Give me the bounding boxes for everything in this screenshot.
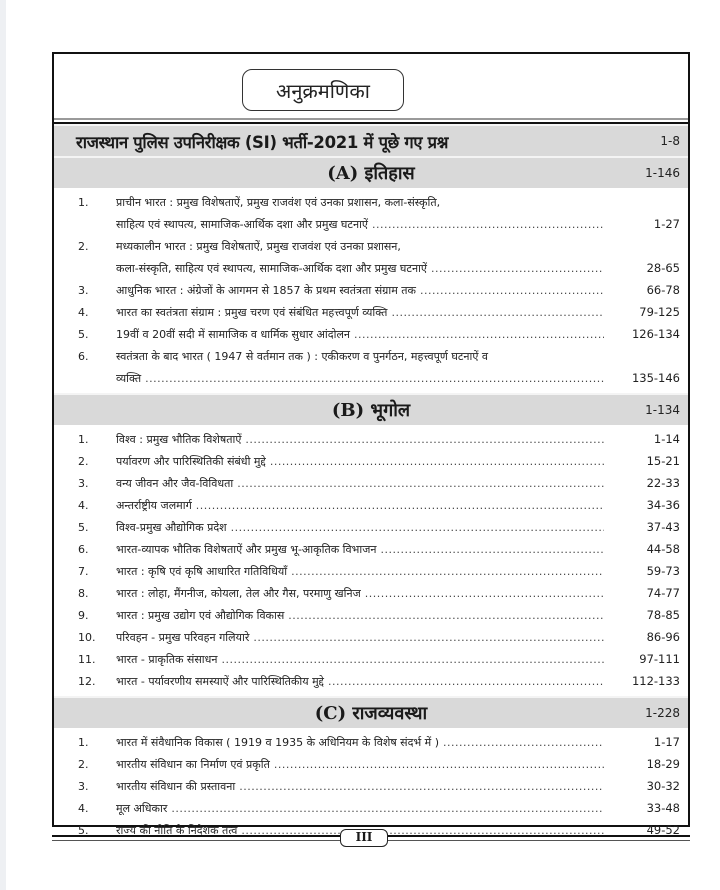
entry-number: 11.: [78, 652, 96, 666]
section-heading-band[interactable]: [54, 393, 688, 425]
index-entry-line: [54, 279, 688, 301]
entry-number: 12.: [78, 674, 96, 688]
entry-number: 10.: [78, 630, 96, 644]
entry-title: प्राचीन भारत : प्रमुख विशेषताऐं, प्रमुख राजवंश एवं उनका प्रशासन, कला-संस्कृति,: [116, 195, 441, 209]
index-entry-line: [54, 367, 688, 389]
entry-number: 1.: [78, 432, 89, 446]
index-entry[interactable]: [54, 753, 688, 775]
entry-page-range: 34-36: [646, 498, 680, 512]
entry-page-range: 112-133: [631, 674, 680, 688]
index-entry[interactable]: [54, 775, 688, 797]
entry-title: भारत में संवैधानिक विकास ( 1919 व 1935 के अधिनियम के विशेष संदर्भ में ) .....: [116, 735, 604, 750]
entry-title: 19वीं व 20वीं सदी में सामाजिक व धार्मिक सुधार आंदोलन .....: [116, 327, 604, 342]
index-entry[interactable]: [54, 428, 688, 450]
entry-number: 7.: [78, 564, 89, 578]
main-heading-band[interactable]: [54, 124, 688, 156]
entry-title: व्यक्ति .....: [116, 371, 604, 386]
index-entry-line: [54, 626, 688, 648]
entry-number: 9.: [78, 608, 89, 622]
entry-number: 4.: [78, 305, 89, 319]
index-entry[interactable]: [54, 472, 688, 494]
index-entry-line: [54, 472, 688, 494]
index-entry[interactable]: [54, 323, 688, 345]
entry-page-range: 28-65: [646, 261, 680, 275]
entry-number: 4.: [78, 801, 89, 815]
entry-page-range: 1-27: [653, 217, 680, 231]
index-entry[interactable]: [54, 345, 688, 389]
entry-page-range: 30-32: [646, 779, 680, 793]
section-item-list: [54, 425, 688, 696]
index-entry[interactable]: [54, 301, 688, 323]
entry-number: 6.: [78, 542, 89, 556]
entry-number: 2.: [78, 239, 89, 253]
index-entry[interactable]: [54, 450, 688, 472]
entry-title: मूल अधिकार .....: [116, 801, 604, 816]
entry-title: भारत-व्यापक भौतिक विशेषताऐं और प्रमुख भू-आकृतिक विभाजन .....: [116, 542, 604, 557]
index-entry[interactable]: [54, 626, 688, 648]
section-heading-label: (A) इतिहास: [327, 163, 415, 184]
index-entry-line: [54, 560, 688, 582]
index-entry[interactable]: [54, 516, 688, 538]
index-entry[interactable]: [54, 279, 688, 301]
entry-page-range: 22-33: [646, 476, 680, 490]
index-entry[interactable]: [54, 560, 688, 582]
section-heading-pages: 1-134: [645, 403, 680, 417]
entry-page-range: 1-17: [653, 735, 680, 749]
index-entry-line: [54, 235, 688, 257]
section-item-list: [54, 188, 688, 393]
header-area: [54, 54, 688, 118]
entry-title: आधुनिक भारत : अंग्रेजों के आगमन से 1857 के प्रथम स्वतंत्रता संग्राम तक .....: [116, 283, 604, 298]
entry-title: भारत : कृषि एवं कृषि आधारित गतिविधियाँ .....: [116, 564, 604, 579]
index-title: अनुक्रमणिका: [242, 69, 404, 111]
main-heading-pages: 1-8: [660, 134, 680, 148]
entry-page-range: 66-78: [646, 283, 680, 297]
entry-title: मध्यकालीन भारत : प्रमुख विशेषताऐं, प्रमुख राजवंश एवं उनका प्रशासन,: [116, 239, 401, 253]
entry-number: 4.: [78, 498, 89, 512]
entry-title: राज्य की नीति के निदेशक तत्व .....: [116, 823, 604, 838]
entry-page-range: 59-73: [646, 564, 680, 578]
entry-number: 2.: [78, 757, 89, 771]
section-heading-band[interactable]: [54, 696, 688, 728]
entry-page-range: 78-85: [646, 608, 680, 622]
entry-title: साहित्य एवं स्थापत्य, सामाजिक-आर्थिक दशा और प्रमुख घटनाऐं .....: [116, 217, 604, 232]
entry-title: भारतीय संविधान की प्रस्तावना .....: [116, 779, 604, 794]
index-entry-line: [54, 516, 688, 538]
section-heading-pages: 1-228: [645, 706, 680, 720]
index-entry-line: [54, 323, 688, 345]
entry-title: परिवहन - प्रमुख परिवहन गलियारे .....: [116, 630, 604, 645]
entry-title: भारत - पर्यावरणीय समस्याऐं और पारिस्थितिकीय मुद्दे .....: [116, 674, 604, 689]
entry-title: भारतीय संविधान का निर्माण एवं प्रकृति .....: [116, 757, 604, 772]
index-entry[interactable]: [54, 582, 688, 604]
index-entry-line: [54, 648, 688, 670]
section-heading-label: (B) भूगोल: [331, 400, 411, 421]
index-entry-line: [54, 301, 688, 323]
entry-page-range: 18-29: [646, 757, 680, 771]
entry-title: विश्व-प्रमुख औद्योगिक प्रदेश .....: [116, 520, 604, 535]
page-footer: [52, 832, 690, 844]
index-entry[interactable]: [54, 670, 688, 692]
entry-page-range: 97-111: [639, 652, 680, 666]
index-entry-line: [54, 538, 688, 560]
index-entry[interactable]: [54, 604, 688, 626]
index-entry-line: [54, 753, 688, 775]
entry-number: 5.: [78, 327, 89, 341]
entry-page-range: 1-14: [653, 432, 680, 446]
entry-page-range: 135-146: [631, 371, 680, 385]
section-heading-label: (C) राजव्यवस्था: [314, 703, 428, 724]
index-entry-line: [54, 582, 688, 604]
index-entry-line: [54, 257, 688, 279]
entry-number: 1.: [78, 735, 89, 749]
index-entry-line: [54, 494, 688, 516]
entry-number: 8.: [78, 586, 89, 600]
index-entry-line: [54, 775, 688, 797]
entry-page-range: 37-43: [646, 520, 680, 534]
entry-page-range: 74-77: [646, 586, 680, 600]
entry-title: वन्य जीवन और जैव-विविधता .....: [116, 476, 604, 491]
entry-page-range: 86-96: [646, 630, 680, 644]
entry-page-range: 126-134: [631, 327, 680, 341]
index-entry[interactable]: [54, 648, 688, 670]
entry-title: भारत - प्राकृतिक संसाधन .....: [116, 652, 604, 667]
entry-page-range: 44-58: [646, 542, 680, 556]
index-entry-line: [54, 213, 688, 235]
entry-title: भारत : लोहा, मैंगनीज, कोयला, तेल और गैस, परमाणु खनिज .....: [116, 586, 604, 601]
entry-title: स्वतंत्रता के बाद भारत ( 1947 से वर्तमान तक ) : एकीकरण व पुनर्गठन, महत्त्वपूर्ण घटनाऐं व: [116, 349, 489, 363]
page-margin-strip: [0, 0, 6, 890]
entry-title: अन्तर्राष्ट्रीय जलमार्ग .....: [116, 498, 604, 513]
index-entry[interactable]: [54, 731, 688, 753]
entry-title: पर्यावरण और पारिस्थितिकी संबंधी मुद्दे .....: [116, 454, 604, 469]
index-entry-line: [54, 797, 688, 819]
entry-number: 3.: [78, 476, 89, 490]
index-entry[interactable]: [54, 538, 688, 560]
entry-page-range: 79-125: [639, 305, 680, 319]
index-entry-line: [54, 731, 688, 753]
index-entry[interactable]: [54, 797, 688, 819]
entry-number: 5.: [78, 823, 89, 837]
index-entry[interactable]: [54, 494, 688, 516]
entry-page-range: 49-52: [646, 823, 680, 837]
sections-container: [54, 156, 688, 845]
entry-number: 1.: [78, 195, 89, 209]
index-entry-line: [54, 345, 688, 367]
page-number: III: [340, 829, 388, 847]
index-entry-line: [54, 428, 688, 450]
entry-page-range: 15-21: [646, 454, 680, 468]
entry-number: 6.: [78, 349, 89, 363]
entry-number: 3.: [78, 779, 89, 793]
entry-number: 5.: [78, 520, 89, 534]
entry-title: कला-संस्कृति, साहित्य एवं स्थापत्य, सामाजिक-आर्थिक दशा और प्रमुख घटनाऐं .....: [116, 261, 604, 276]
index-entry[interactable]: [54, 191, 688, 235]
index-entry-line: [54, 191, 688, 213]
entry-number: 2.: [78, 454, 89, 468]
section-heading-band[interactable]: [54, 156, 688, 188]
index-entry-line: [54, 670, 688, 692]
main-heading-label: राजस्थान पुलिस उपनिरीक्षक (SI) भर्ती-2021 में पूछे गए प्रश्न: [76, 132, 449, 152]
entry-number: 3.: [78, 283, 89, 297]
entry-page-range: 33-48: [646, 801, 680, 815]
index-entry[interactable]: [54, 235, 688, 279]
index-entry-line: [54, 604, 688, 626]
section-item-list: [54, 728, 688, 845]
index-entry-line: [54, 450, 688, 472]
section-heading-pages: 1-146: [645, 166, 680, 180]
entry-title: विश्व : प्रमुख भौतिक विशेषताऐं .....: [116, 432, 604, 447]
entry-title: भारत : प्रमुख उद्योग एवं औद्योगिक विकास .....: [116, 608, 604, 623]
entry-title: भारत का स्वतंत्रता संग्राम : प्रमुख चरण एवं संबंधित महत्त्वपूर्ण व्यक्ति .....: [116, 305, 604, 320]
